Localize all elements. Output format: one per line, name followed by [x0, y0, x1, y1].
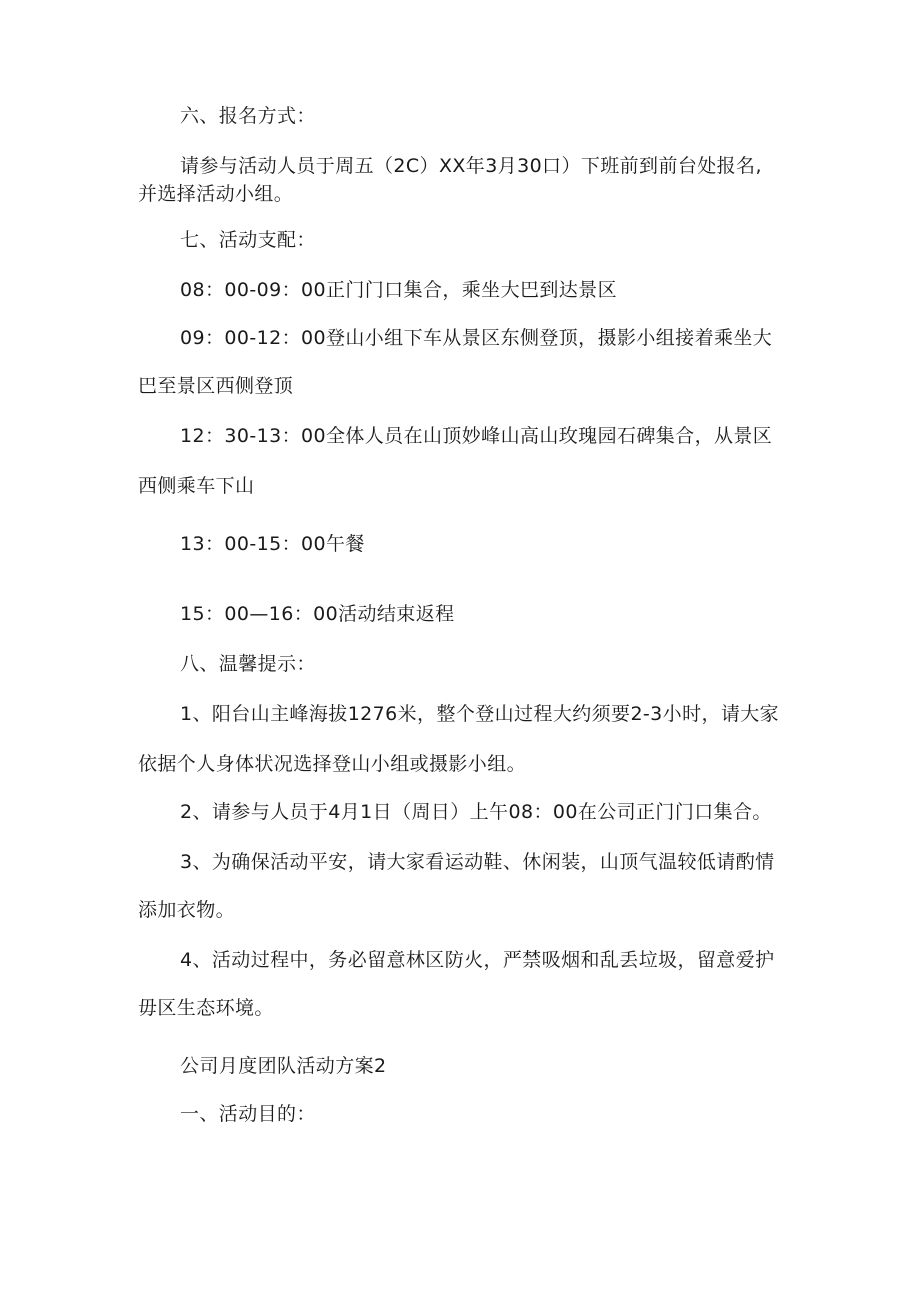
- tip-item: 2、请参与人员于4月1日（周日）上午08：00在公司正门门口集合。: [180, 801, 772, 823]
- schedule-item: 09：00-12：00登山小组下车从景区东侧登顶，摄影小组接着乘坐大: [180, 327, 773, 349]
- tip-item: 3、为确保活动平安，请大家看运动鞋、休闲装，山顶气温较低请酌情: [180, 851, 775, 873]
- section-heading-registration: 六、报名方式：: [180, 105, 316, 127]
- tip-item: 1、阳台山主峰海拔1276米，整个登山过程大约须要2-3小时，请大家: [180, 703, 780, 725]
- schedule-item-continuation: 巴至景区西侧登顶: [138, 375, 294, 397]
- document-subtitle: 公司月度团队活动方案2: [180, 1055, 387, 1077]
- paragraph-line: 并选择活动小组。: [138, 183, 294, 205]
- schedule-item: 12：30-13：00全体人员在山顶妙峰山高山玫瑰园石碑集合，从景区: [180, 425, 773, 447]
- paragraph-line: 请参与活动人员于周五（2C）XX年3月30口）下班前到前台处报名,: [180, 155, 762, 177]
- tip-item: 4、活动过程中，务必留意林区防火，严禁吸烟和乱丢垃圾，留意爱护: [180, 949, 775, 971]
- section-heading-purpose: 一、活动目的：: [180, 1103, 316, 1125]
- schedule-item: 08：00-09：00正门门口集合，乘坐大巴到达景区: [180, 279, 617, 301]
- tip-item-continuation: 添加衣物。: [138, 899, 236, 921]
- schedule-item-continuation: 西侧乘车下山: [138, 475, 255, 497]
- tip-item-continuation: 依据个人身体状况选择登山小组或摄影小组。: [138, 753, 527, 775]
- section-heading-tips: 八、温馨提示：: [180, 653, 316, 675]
- section-heading-schedule: 七、活动支配：: [180, 229, 316, 251]
- tip-item-continuation: 毋区生态环境。: [138, 997, 274, 1019]
- schedule-item: 13：00-15：00午餐: [180, 533, 365, 555]
- schedule-item: 15：00—16：00活动结束返程: [180, 603, 455, 625]
